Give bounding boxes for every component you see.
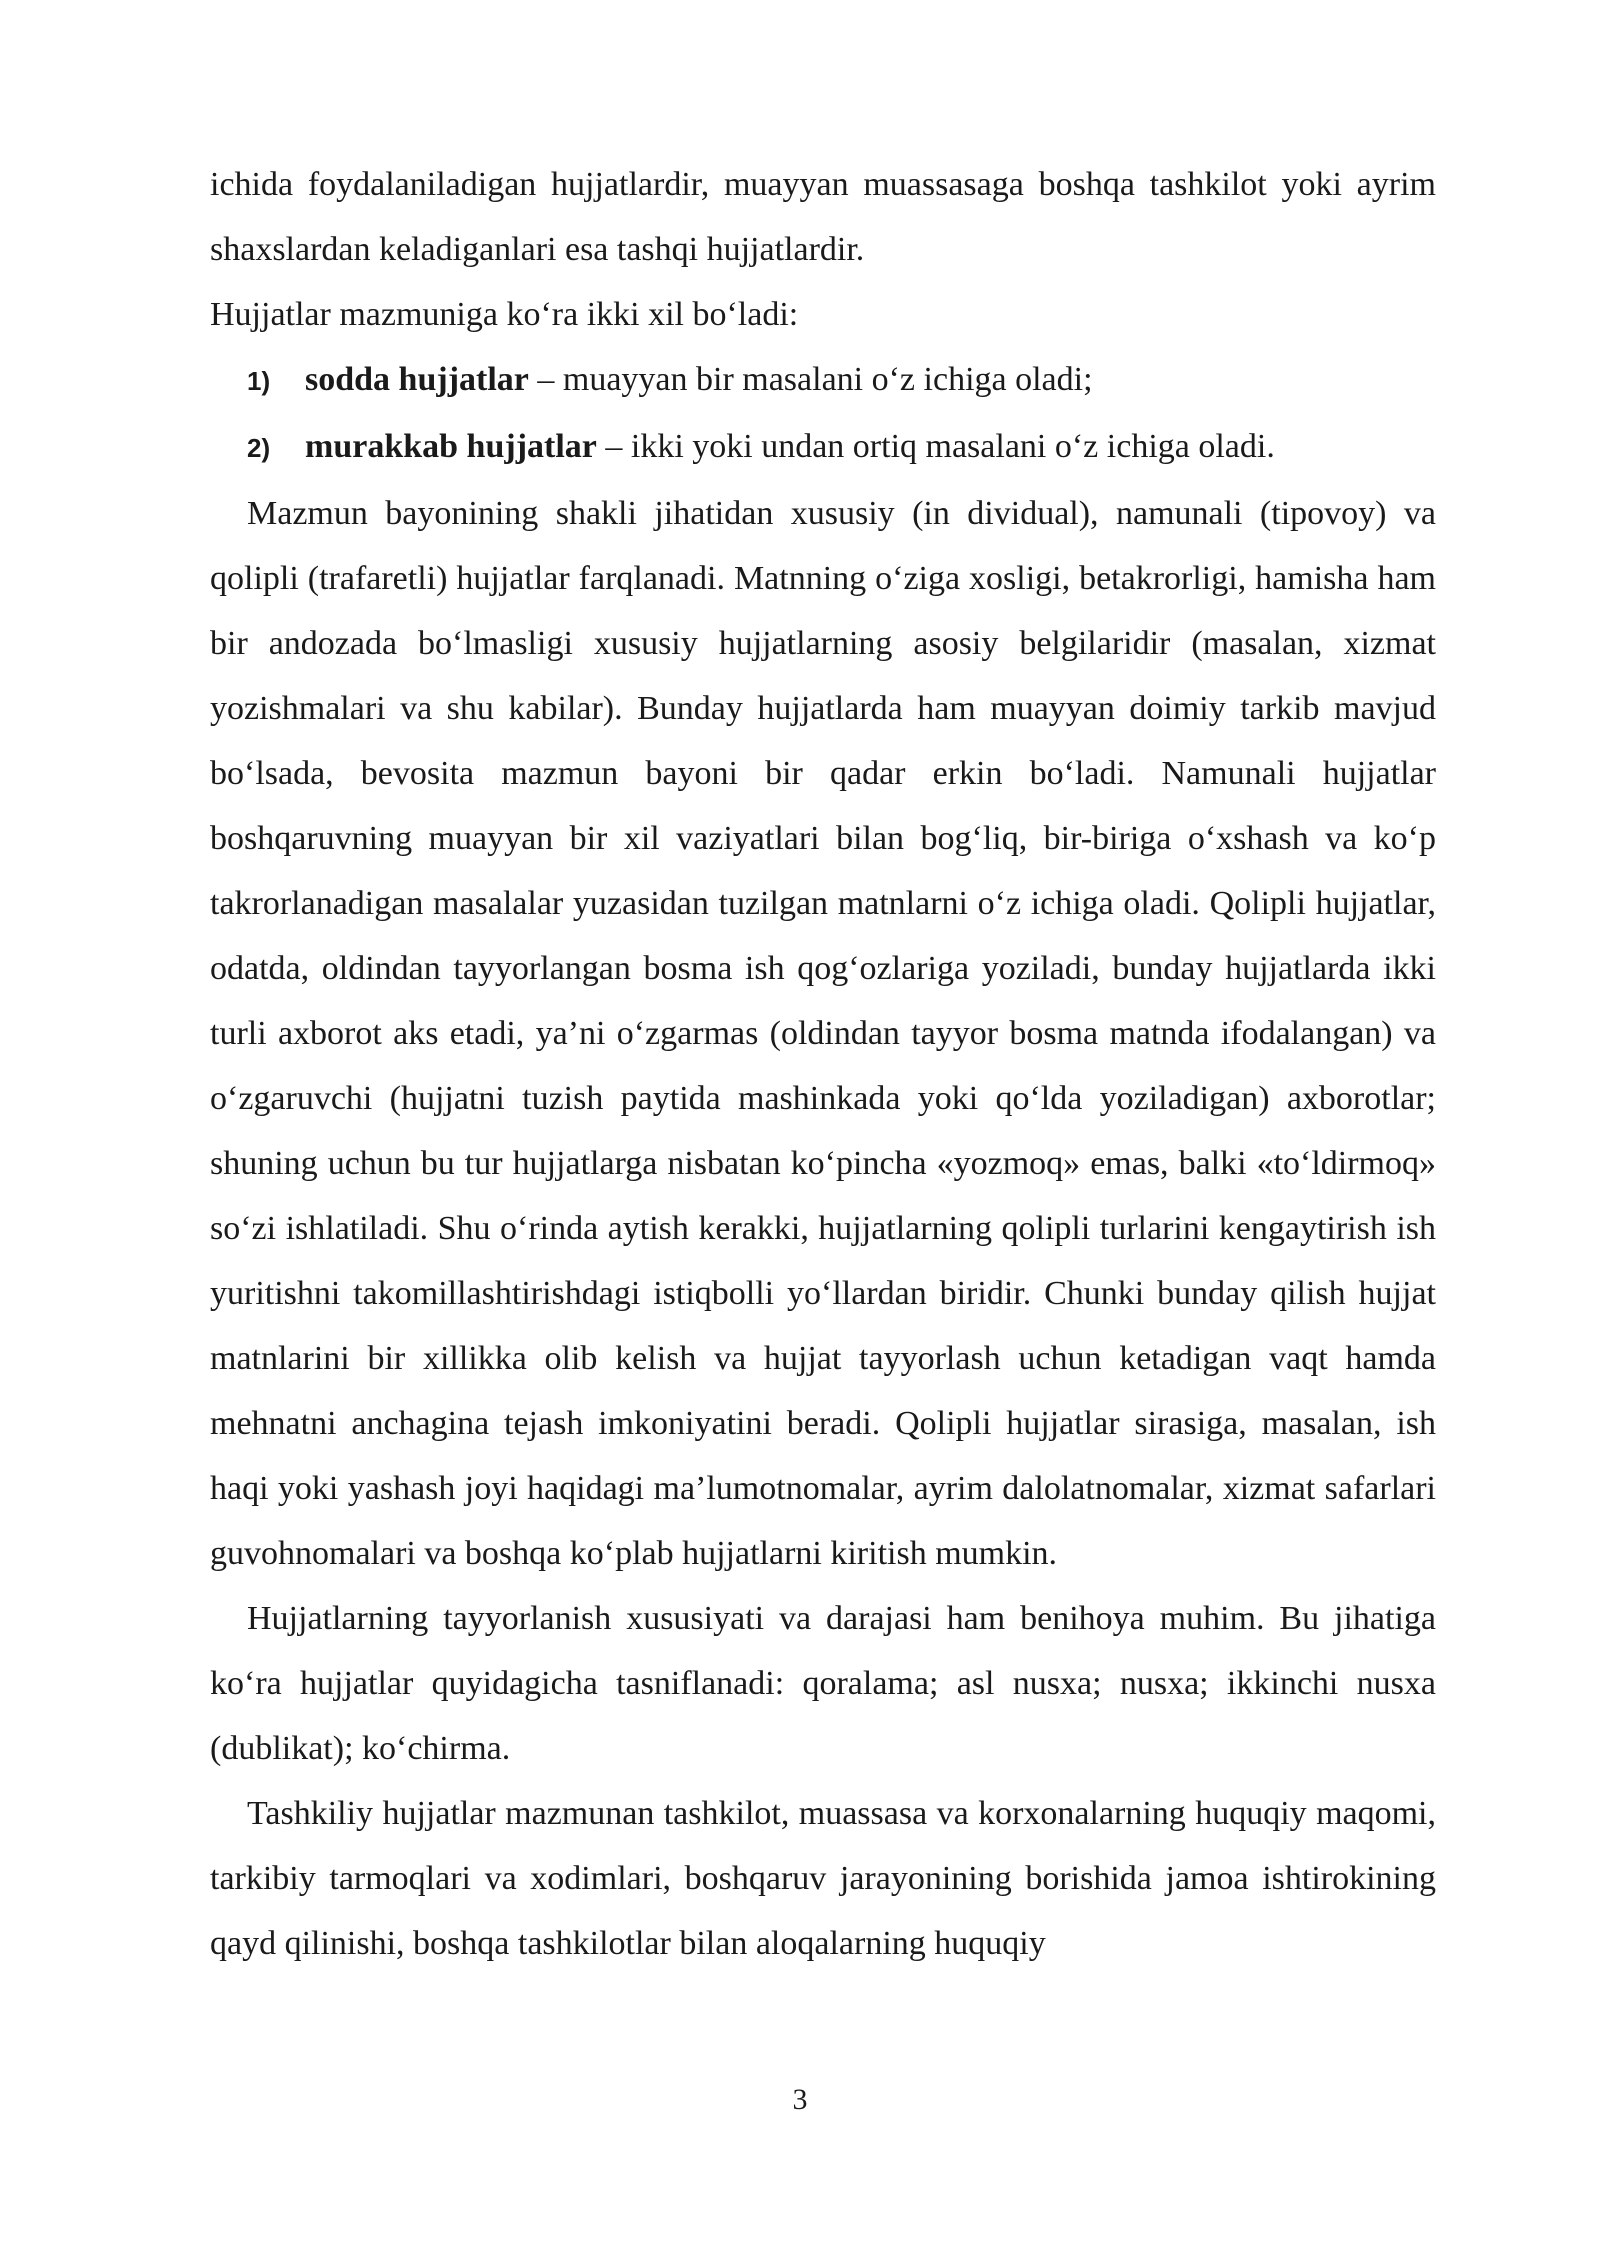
paragraph-preparation: Hujjatlarning tayyorlanish xususiyati va darajasi ham benihoya muhim. Bu jihatiga koʻra hujjatlar quyidagicha tasniflanadi: qoralama; asl nusxa; nusxa; ikkinchi nusxa (dublikat); koʻchirma. — [210, 1600, 1436, 1767]
paragraph-organizational-documents: Tashkiliy hujjatlar mazmunan tashkilot, muassasa va korxonalarning huquqiy maqomi, tarkibiy tarmoqlari va xodimlari, boshqaruv jarayonining borishida jamoa ishtirokining qayd qilinishi, boshqa tashkilotlar bilan aloqalarning huquqiy — [210, 1795, 1436, 1962]
list-text: – muayyan bir masalani oʻz ichiga oladi; — [528, 361, 1093, 398]
document-body — [210, 152, 1436, 1976]
list-number: 2) — [247, 433, 271, 463]
paragraph-content-types: Mazmun bayonining shakli jihatidan xususiy (in dividual), namunali (tipovoy) va qolipli (trafaretli) hujjatlar farqlanadi. Matnning oʻziga xosligi, betakrorligi, hamisha ham bir andozada boʻlmasligi xususiy hujjatlarning asosiy belgilaridir (masalan, xizmat yozishmalari va shu kabilar). Bunday hujjatlarda ham muayyan doimiy tarkib mavjud boʻlsada, bevosita mazmun bayoni bir qadar erkin boʻladi. Namunali hujjatlar boshqaruvning muayyan bir xil vaziyatlari bilan bogʻliq, bir-biriga oʻxshash va koʻp takrorlanadigan masalalar yuzasidan tuzilgan matnlarni oʻz ichiga oladi. Qolipli hujjatlar, odatda, oldindan tayyorlangan bosma ish qogʻozlariga yoziladi, bunday hujjatlarda ikki turli axborot aks etadi, ya’ni oʻzgarmas (oldindan tayyor bosma matnda ifodalangan) va oʻzgaruvchi (hujjatni tuzish paytida mashinkada yoki qoʻlda yoziladigan) axborotlar; shuning uchun bu tur hujjatlarga nisbatan koʻpincha «yozmoq» emas, balki «toʻldirmoq» soʻzi ishlatiladi. Shu oʻrinda aytish kerakki, hujjatlarning qolipli turlarini kengaytirish ish yuritishni takomillashtirishdagi istiqbolli yoʻllardan biridir. Chunki bunday qilish hujjat matnlarini bir xillikka olib kelish va hujjat tayyorlash uchun ketadigan vaqt hamda mehnatni anchagina tejash imkoniyatini beradi. Qolipli hujjatlar sirasiga, masalan, ish haqi yoki yashash joyi haqidagi ma’lumotnomalar, ayrim dalolatnomalar, xizmat safarlari guvohnomalari va boshqa koʻplab hujjatlarni kiritish mumkin. — [210, 495, 1436, 1572]
page-number: 3 — [792, 2083, 808, 2116]
paragraph-list-intro: Hujjatlar mazmuniga koʻra ikki xil boʻladi: — [210, 296, 799, 333]
list-item-complex-documents — [210, 414, 1436, 481]
list-item-simple-documents — [210, 347, 1436, 414]
list-term: murakkab hujjatlar — [305, 428, 597, 465]
list-number: 1) — [247, 366, 271, 396]
paragraph-continuation: ichida foydalaniladigan hujjatlardir, muayyan muassasaga boshqa tashkilot yoki ayrim shaxslardan keladiganlari esa tashqi hujjatlardir. — [210, 166, 1436, 268]
list-term: sodda hujjatlar — [305, 361, 529, 398]
list-text: – ikki yoki undan ortiq masalani oʻz ichiga oladi. — [596, 428, 1275, 465]
